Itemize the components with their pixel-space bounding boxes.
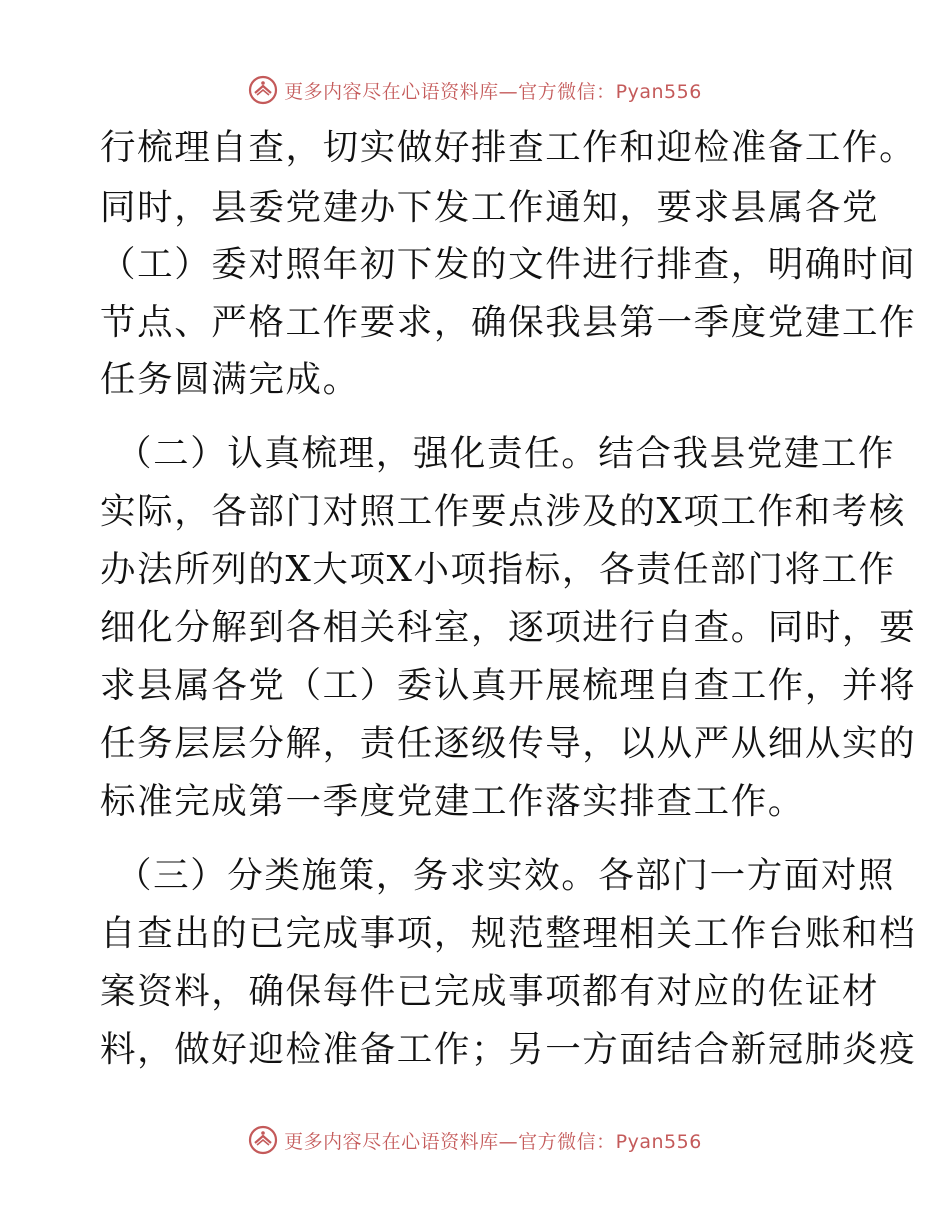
text-line: 案资料，确保每件已完成事项都有对应的佐证材 — [100, 971, 880, 1012]
text-line: 办法所列的X大项X小项指标，各责任部门将工作 — [100, 549, 896, 590]
watermark-text: 更多内容尽在心语资料库—官方微信：Pyan556 — [284, 80, 702, 103]
text-line: 实际，各部门对照工作要点涉及的X项工作和考核 — [100, 491, 906, 532]
text-line: 自查出的已完成事项，规范整理相关工作台账和档 — [100, 913, 917, 954]
text-line: 料，做好迎检准备工作；另一方面结合新冠肺炎疫 — [100, 1029, 917, 1070]
text-line: （工）委对照年初下发的文件进行排查，明确时间 — [100, 244, 917, 285]
watermark-footer — [0, 1120, 950, 1160]
watermark-header — [0, 70, 950, 110]
text-line: 任务层层分解，责任逐级传导，以从严从细从实的 — [100, 723, 917, 764]
watermark-text: 更多内容尽在心语资料库—官方微信：Pyan556 — [284, 1130, 702, 1153]
text-line: 细化分解到各相关科室，逐项进行自查。同时，要 — [100, 607, 917, 648]
text-line: 同时，县委党建办下发工作通知，要求县属各党 — [100, 187, 880, 228]
text-line: 标准完成第一季度党建工作落实排查工作。 — [100, 781, 805, 822]
paragraph-heading-line: （三）分类施策，务求实效。各部门一方面对照 — [116, 855, 896, 896]
text-line: 行梳理自查，切实做好排查工作和迎检准备工作。 — [100, 127, 917, 168]
book-logo-icon — [248, 1125, 278, 1155]
text-line: 任务圆满完成。 — [100, 359, 360, 400]
paragraph-heading-line: （二）认真梳理，强化责任。结合我县党建工作 — [116, 433, 896, 474]
text-line: 求县属各党（工）委认真开展梳理自查工作，并将 — [100, 665, 917, 706]
text-line: 节点、严格工作要求，确保我县第一季度党建工作 — [100, 302, 917, 343]
book-logo-icon — [248, 75, 278, 105]
